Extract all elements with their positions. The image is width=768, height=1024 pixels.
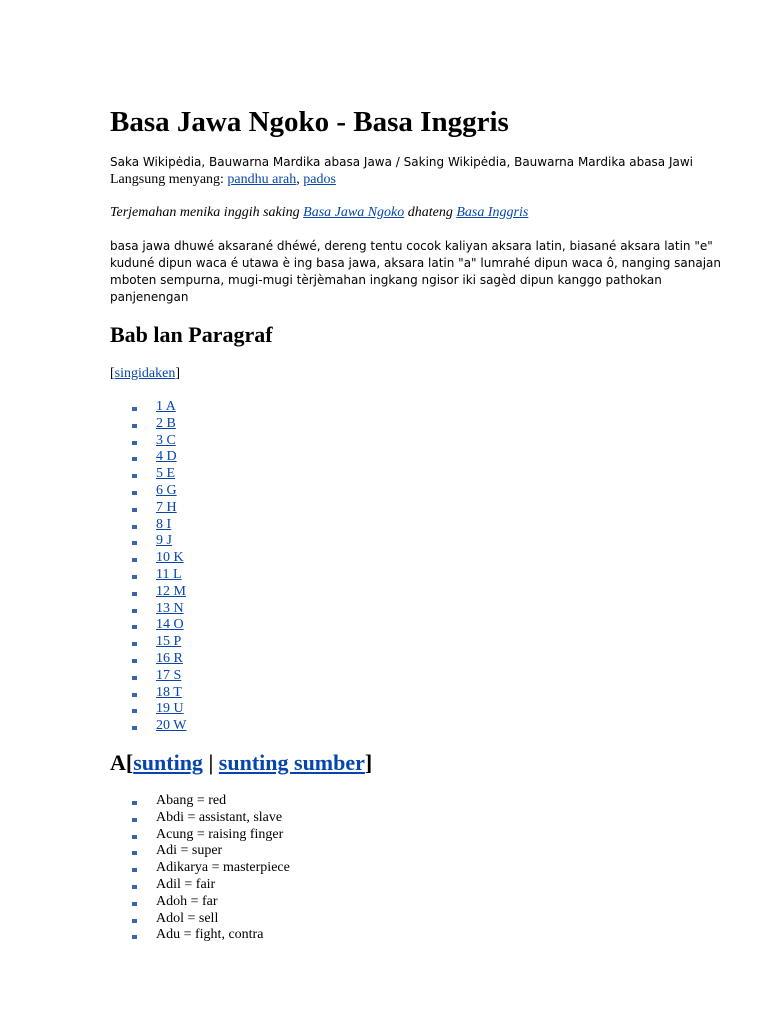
toc-link[interactable]: 16 R: [156, 650, 183, 666]
word-text: Adoh = far: [156, 893, 218, 909]
word-text: Adu = fight, contra: [156, 927, 264, 943]
toc-link[interactable]: 7 H: [156, 499, 177, 515]
toc-item: [130, 701, 186, 718]
edit-bracket-open: [: [125, 750, 134, 775]
bullet-icon: [132, 726, 137, 730]
toc-item: [130, 466, 186, 483]
toc-link[interactable]: 18 T: [156, 684, 182, 700]
jump-prefix: Langsung menyang:: [110, 172, 228, 187]
bullet-icon: [132, 609, 137, 613]
toc-item: [130, 483, 186, 500]
bullet-icon: [132, 851, 137, 855]
bullet-icon: [132, 885, 137, 889]
navigation-link[interactable]: pandhu arah: [227, 172, 297, 187]
edit-source-link[interactable]: sunting sumber: [218, 750, 365, 775]
bullet-icon: [132, 525, 137, 529]
toc-item: [130, 718, 186, 735]
bullet-icon: [132, 902, 137, 906]
source-language-link[interactable]: Basa Jawa Ngoko: [303, 205, 405, 220]
word-text: Abdi = assistant, slave: [156, 809, 283, 825]
toc-link[interactable]: 19 U: [156, 701, 184, 717]
site-subtitle: Saka Wikipėdia, Bauwarna Mardika abasa Jawa / Saking Wikipėdia, Bauwarna Mardika abasa Jawi: [110, 155, 694, 169]
toc-item: [130, 567, 186, 584]
section-heading-a: [110, 748, 372, 778]
toc-item: [130, 433, 186, 450]
toc-link[interactable]: 13 N: [156, 600, 184, 616]
jump-separator: ,: [296, 172, 304, 187]
bullet-icon: [132, 592, 137, 596]
word-entry: [130, 860, 290, 877]
search-link[interactable]: pados: [303, 172, 336, 187]
word-list: [130, 793, 290, 944]
translation-middle: dhateng: [404, 205, 457, 220]
edit-separator: |: [202, 750, 219, 775]
toc-link[interactable]: 20 W: [156, 718, 187, 734]
bullet-icon: [132, 676, 137, 680]
jump-links: [110, 171, 336, 188]
bullet-icon: [132, 835, 137, 839]
toc-list: [130, 399, 186, 735]
toc-toggle: [110, 365, 180, 382]
word-entry: [130, 827, 290, 844]
toc-item: [130, 550, 186, 567]
toc-item: [130, 416, 186, 433]
toc-link[interactable]: 10 K: [156, 550, 184, 566]
bullet-icon: [132, 441, 137, 445]
toc-toggle-close: ]: [175, 366, 180, 381]
word-entry: [130, 894, 290, 911]
toc-link[interactable]: 6 G: [156, 482, 177, 498]
word-text: Acung = raising finger: [156, 826, 284, 842]
page-title: Basa Jawa Ngoko - Basa Inggris: [110, 106, 509, 138]
toc-item: [130, 399, 186, 416]
word-entry: [130, 843, 290, 860]
toc-item: [130, 668, 186, 685]
toc-item: [130, 601, 186, 618]
script-note: basa jawa dhuwé aksarané dhéwé, dereng tentu cocok kaliyan aksara latin, biasané aksara latin "e" kuduné dipun waca é utawa è ing basa jawa, aksara latin "a" lumrahé dipun waca ô, nanging sanajan mboten sempurna, mugi-mugi tèrjèmahan ingkang ngisor iki sagèd dipun kanggo pathokan panjenengan: [110, 239, 722, 304]
toc-link[interactable]: 5 E: [156, 466, 176, 482]
bullet-icon: [132, 508, 137, 512]
toc-link[interactable]: 2 B: [156, 415, 176, 431]
target-language-link[interactable]: Basa Inggris: [456, 205, 529, 220]
word-entry: [130, 810, 290, 827]
toc-link[interactable]: 17 S: [156, 667, 182, 683]
word-entry: [130, 877, 290, 894]
toc-item: [130, 617, 186, 634]
toc-item: [130, 517, 186, 534]
edit-bracket-close: ]: [364, 750, 373, 775]
word-entry: [130, 927, 290, 944]
section-letter: A: [110, 750, 126, 775]
toc-item: [130, 634, 186, 651]
toc-link[interactable]: 9 J: [156, 533, 172, 549]
bullet-icon: [132, 801, 137, 805]
bullet-icon: [132, 818, 137, 822]
toc-item: [130, 449, 186, 466]
bullet-icon: [132, 474, 137, 478]
edit-link[interactable]: sunting: [133, 750, 203, 775]
word-entry: [130, 911, 290, 928]
word-text: Adol = sell: [156, 910, 219, 926]
word-entry: [130, 793, 290, 810]
hide-toc-link[interactable]: singidaken: [114, 366, 176, 381]
translation-line: [110, 204, 528, 221]
toc-link[interactable]: 4 D: [156, 449, 177, 465]
toc-item: [130, 685, 186, 702]
bullet-icon: [132, 558, 137, 562]
bullet-icon: [132, 457, 137, 461]
bullet-icon: [132, 541, 137, 545]
bullet-icon: [132, 491, 137, 495]
toc-item: [130, 500, 186, 517]
toc-link[interactable]: 12 M: [156, 583, 186, 599]
toc-item: [130, 651, 186, 668]
bullet-icon: [132, 625, 137, 629]
toc-item: [130, 584, 186, 601]
word-text: Adikarya = masterpiece: [156, 860, 290, 876]
bullet-icon: [132, 868, 137, 872]
bullet-icon: [132, 642, 137, 646]
toc-toggle-open: [: [110, 366, 115, 381]
bullet-icon: [132, 659, 137, 663]
bullet-icon: [132, 935, 137, 939]
bullet-icon: [132, 919, 137, 923]
toc-item: [130, 533, 186, 550]
bullet-icon: [132, 709, 137, 713]
bullet-icon: [132, 424, 137, 428]
toc-link[interactable]: 3 C: [156, 432, 176, 448]
translation-prefix: Terjemahan menika inggih saking: [110, 205, 304, 220]
bullet-icon: [132, 407, 137, 411]
toc-link[interactable]: 11 L: [156, 566, 182, 582]
bullet-icon: [132, 693, 137, 697]
toc-heading: Bab lan Paragraf: [110, 322, 273, 347]
toc-link[interactable]: 15 P: [156, 634, 182, 650]
toc-link[interactable]: 14 O: [156, 617, 184, 633]
bullet-icon: [132, 575, 137, 579]
toc-link[interactable]: 8 I: [156, 516, 172, 532]
word-text: Abang = red: [156, 793, 227, 808]
toc-link[interactable]: 1 A: [156, 399, 176, 414]
word-text: Adil = fair: [156, 876, 216, 892]
word-text: Adi = super: [156, 843, 223, 859]
